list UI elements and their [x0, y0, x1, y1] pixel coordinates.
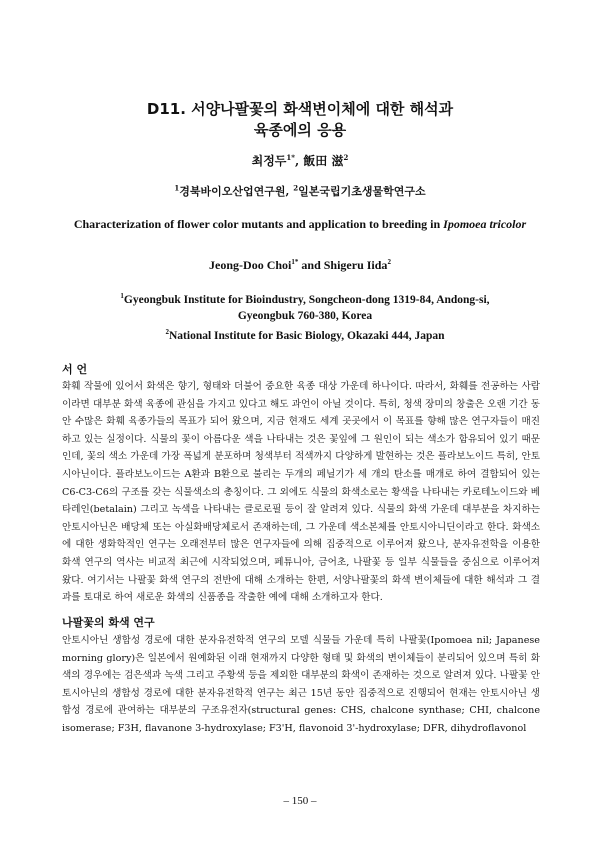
english-affiliations: [95, 288, 515, 344]
english-title: [70, 216, 530, 233]
english-authors: [0, 258, 600, 273]
affiliation-1-text: 경북바이오산업연구원,: [179, 185, 294, 198]
affiliation-2-marker: 2: [293, 183, 299, 193]
authors-korean: [0, 152, 600, 169]
english-affiliation-2: [95, 324, 515, 344]
paper-title-line2: 육종에의 응용: [253, 121, 347, 139]
english-author-2-marker: 2: [387, 258, 391, 266]
english-author-and: and: [298, 258, 324, 272]
section-heading-color-research: 나팔꽃의 화색 연구: [62, 616, 155, 629]
author-2-name: 飯田 滋: [303, 154, 344, 168]
english-affiliation-1-marker: 1: [120, 292, 124, 300]
english-affiliation-2-text: National Institute for Basic Biology, Okazaki 444, Japan: [168, 329, 445, 342]
author-1-name: 최정두: [251, 154, 287, 168]
english-affiliation-1-text: Gyeongbuk Institute for Bioindustry, Songcheon-dong 1319-84, Andong-si, Gyeongbuk 760-380, Korea: [123, 293, 490, 322]
section-body-color-research: 안토시아닌 생합성 경로에 대한 분자유전학적 연구의 모델 식물들 가운데 특히 나팔꽃(Ipomoea nil; Japanese morning glory)은 일본에서 원예화된 이래 현재까지 다양한 형태 및 화색의 변이체들이 분리되어 있으며 특히 화색의 경우에는 검은색과 녹색 그리고 주황색 등을 제외한 대부분의 화색이 존재하는 것으로 알려져 있다. 나팔꽃 안토시아닌의 생합성 경로에 대한 분자유전학적 연구는 최근 15년 동안 집중적으로 진행되어 현재는 안토시아닌 생합성 경로에 관여하는 대부분의 구조유전자(structural genes: CHS, chalcone synthase; CHI, chalcone isomerase; F3H, flavanone 3-hydroxylase; F3'H, flavonoid 3'-hydroxylase; DFR, dihydroflavonol: [62, 635, 540, 734]
author-1-marker: 1*: [286, 153, 295, 162]
paper-title-line1: D11. 서양나팔꽃의 화색변이체에 대한 해석과: [146, 100, 454, 118]
section-body-introduction: 화훼 작물에 있어서 화색은 향기, 형태와 더불어 중요한 육종 대상 가운데 하나이다. 따라서, 화훼를 전공하는 사람이라면 대부분 화색 육종에 관심을 가지고 있다고 해도 과언이 아닐 것이다. 특히, 청색 장미의 창출은 오랜 기간 동안 수많은 화훼 육종가들의 목표가 되어 왔으며, 지금 현재도 세계 곳곳에서 이 목표를 향해 많은 연구자들이 매진하고 있는 실정이다. 식물의 꽃이 아름다운 색을 나타내는 것은 꽃잎에 그 원인이 되는 색소가 함유되어 있기 때문인데, 꽃의 색소 가운데 가장 폭넓게 분포하며 청색부터 적색까지 다양하게 발현하는 것은 플라보노이드 특히, 안토시아닌이다. 플라보노이드는 A환과 B환으로 불리는 두개의 페닐기가 세 개의 탄소를 매개로 하여 결합되어 있는 C6-C3-C6의 구조를 갖는 식물색소의 총칭이다. 그 외에도 식물의 화색소로는 황색을 나타내는 카로테노이드와 베타레인(betalain) 그리고 녹색을 나타내는 클로로필 등이 잘 알려져 있다. 식물의 화색 가운데 대부분을 차지하는 안토시아닌은 배당체 또는 아실화배당체로서 존재하는데, 그 가운데 색소본체를 안토시아니딘이라고 한다. 화색소에 대한 생화학적인 연구는 오래전부터 많은 연구자들에 의해 집중적으로 이루어져 왔으나, 분자유전학을 이용한 화색 연구의 역사는 비교적 최근에 시작되었으며, 페튜니아, 금어초, 나팔꽃 등 일부 식물들을 중심으로 이루어져 왔다. 여기서는 나팔꽃 화색 연구의 전반에 대해 소개하는 한편, 서양나팔꽃의 화색 변이체들에 대한 해석과 그 결과를 토대로 하여 새로운 화색의 신품종을 작출한 예에 대해 소개하고자 한다.: [62, 381, 540, 604]
english-title-species: Ipomoea tricolor: [443, 217, 527, 231]
affiliation-1-marker: 1: [174, 183, 180, 193]
author-2-marker: 2: [343, 153, 349, 162]
english-affiliation-1: [95, 288, 515, 324]
english-author-1: Jeong-Doo Choi: [209, 258, 292, 272]
english-author-1-marker: 1*: [291, 258, 299, 266]
affiliations-korean: [0, 183, 600, 199]
english-affiliation-2-marker: 2: [165, 327, 169, 336]
author-separator: ,: [294, 154, 304, 168]
page-number: – 150 –: [283, 795, 317, 807]
english-author-2: Shigeru Iida: [323, 258, 388, 272]
english-title-main: Characterization of flower color mutants and application to breeding in: [73, 217, 444, 231]
affiliation-2-text: 일본국립기초생물학연구소: [298, 185, 426, 198]
section-heading-introduction: 서 언: [62, 363, 88, 376]
